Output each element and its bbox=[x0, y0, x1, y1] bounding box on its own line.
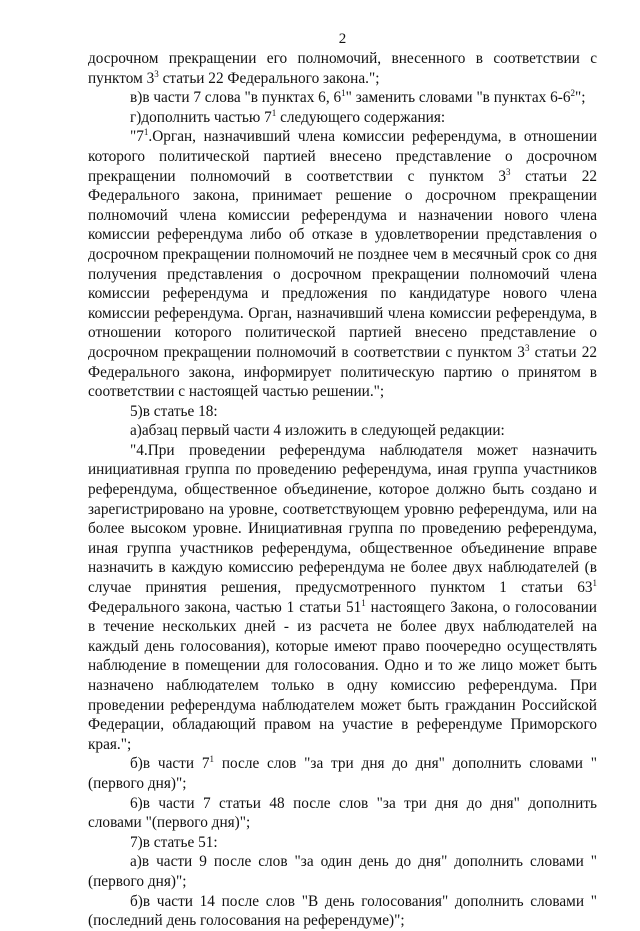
superscript: 3 bbox=[524, 342, 530, 353]
text-run: следующего содержания: bbox=[276, 108, 446, 126]
paragraph-p4 bbox=[88, 127, 597, 401]
text-run: а)в части 9 после слов "за один день до дня" дополнить словами "(первого дня)"; bbox=[88, 853, 597, 890]
text-run: статьи 22 Федерального закона."; bbox=[158, 69, 380, 87]
superscript: 2 bbox=[570, 88, 576, 99]
superscript: 1 bbox=[143, 127, 149, 138]
paragraph-p7 bbox=[88, 441, 597, 755]
text-run: 5)в статье 18: bbox=[130, 402, 218, 420]
text-run: б)в части 14 после слов "В день голосования" дополнить словами "(последний день голосования на референдуме)"; bbox=[88, 892, 597, 930]
superscript: 1 bbox=[592, 578, 597, 589]
superscript: 1 bbox=[341, 88, 346, 99]
superscript: 1 bbox=[209, 754, 215, 765]
text-run: настоящего Закона, о голосовании в течение нескольких дней - из расчета не более двух наблюдателей на каждый день голосования), которые имеют право поочередно осуществлять наблюдение в помещении для голосования. Одно и то же лицо может быть назначено наблюдателем только в одну комиссию референдума. При проведении референдума наблюдателем может быть гражданин Российской Федерации, обладающий правом на участие в референдуме Приморского края."; bbox=[88, 598, 597, 753]
text-run: статьи 22 Федерального закона, информирует политическую партию о принятом в соответствии с настоящей частью решении."; bbox=[88, 343, 598, 401]
paragraph-p3 bbox=[88, 108, 597, 128]
text-run: в)в части 7 слова "в пунктах 6, 6 bbox=[130, 89, 342, 107]
paragraph-p11 bbox=[88, 852, 597, 891]
text-run: "4.При проведении референдума наблюдателя может назначить инициативная группа по проведению референдума, иная группа участников референдума, общественное объединение, которое должно быть создано и зарегистрировано на уровне, соответствующем уровню референдума, или на более высоком уровне. Инициативная группа по проведению референдума, иная группа участников референдума, общественное объединение вправе назначить в каждую комиссию референдума не более двух наблюдателей (в случае принятия решения, предусмотренного пунктом 1 статьи 63 bbox=[88, 441, 597, 597]
text-run: Федерального закона, частью 1 статьи 51 bbox=[88, 598, 362, 616]
paragraph-p2 bbox=[88, 88, 597, 108]
text-run: "; bbox=[575, 89, 586, 107]
superscript: 1 bbox=[361, 597, 366, 608]
paragraph-p5 bbox=[88, 402, 597, 422]
superscript: 3 bbox=[506, 166, 511, 177]
page-number: 2 bbox=[338, 31, 347, 47]
text-run: 7)в статье 51: bbox=[130, 833, 218, 851]
text-run: после слов "за три дня до дня" дополнить словами "(первого дня)"; bbox=[88, 755, 597, 792]
text-run: статьи 22 Федерального закона, принимает решение о досрочном прекращении полномочий члена комиссии референдума и назначении нового члена комиссии референдума либо об отказе в удовлетворении представления о досрочном прекращении полномочий не позднее чем в месячный срок со дня получения представления о досрочном прекращении полномочий члена комиссии референдума и предложения по кандидатуре нового члена комиссии референдума. Орган, назначивший члена комиссии референдума, в отношении которого политической партией внесено представление о досрочном прекращении полномочий в соответствии с пунктом 3 bbox=[88, 167, 597, 361]
paragraph-p9 bbox=[88, 794, 597, 833]
text-run: .Орган, назначивший члена комиссии референдума, в отношении которого политической партией внесено представление о досрочном прекращении полномочий в соответствии с пунктом 3 bbox=[88, 128, 597, 185]
text-run: "7 bbox=[130, 128, 144, 146]
superscript: 3 bbox=[154, 68, 159, 79]
text-run: досрочном прекращении его полномочий, внесенного в соответствии с пунктом 3 bbox=[88, 50, 597, 87]
paragraph-p6 bbox=[88, 421, 597, 441]
document-body bbox=[88, 49, 597, 931]
paragraph-p10 bbox=[88, 833, 597, 853]
text-run: " заменить словами "в пунктах 6-6 bbox=[345, 89, 571, 107]
text-run: б)в части 7 bbox=[130, 755, 210, 773]
paragraph-p1 bbox=[88, 49, 597, 88]
paragraph-p8 bbox=[88, 754, 597, 793]
superscript: 1 bbox=[271, 107, 277, 118]
text-run: а)абзац первый части 4 изложить в следующей редакции: bbox=[130, 422, 505, 440]
text-run: г)дополнить частью 7 bbox=[130, 108, 272, 126]
text-run: 6)в части 7 статьи 48 после слов "за три дня до дня" дополнить словами "(первого дня)"; bbox=[88, 794, 597, 832]
paragraph-p12 bbox=[88, 892, 597, 931]
